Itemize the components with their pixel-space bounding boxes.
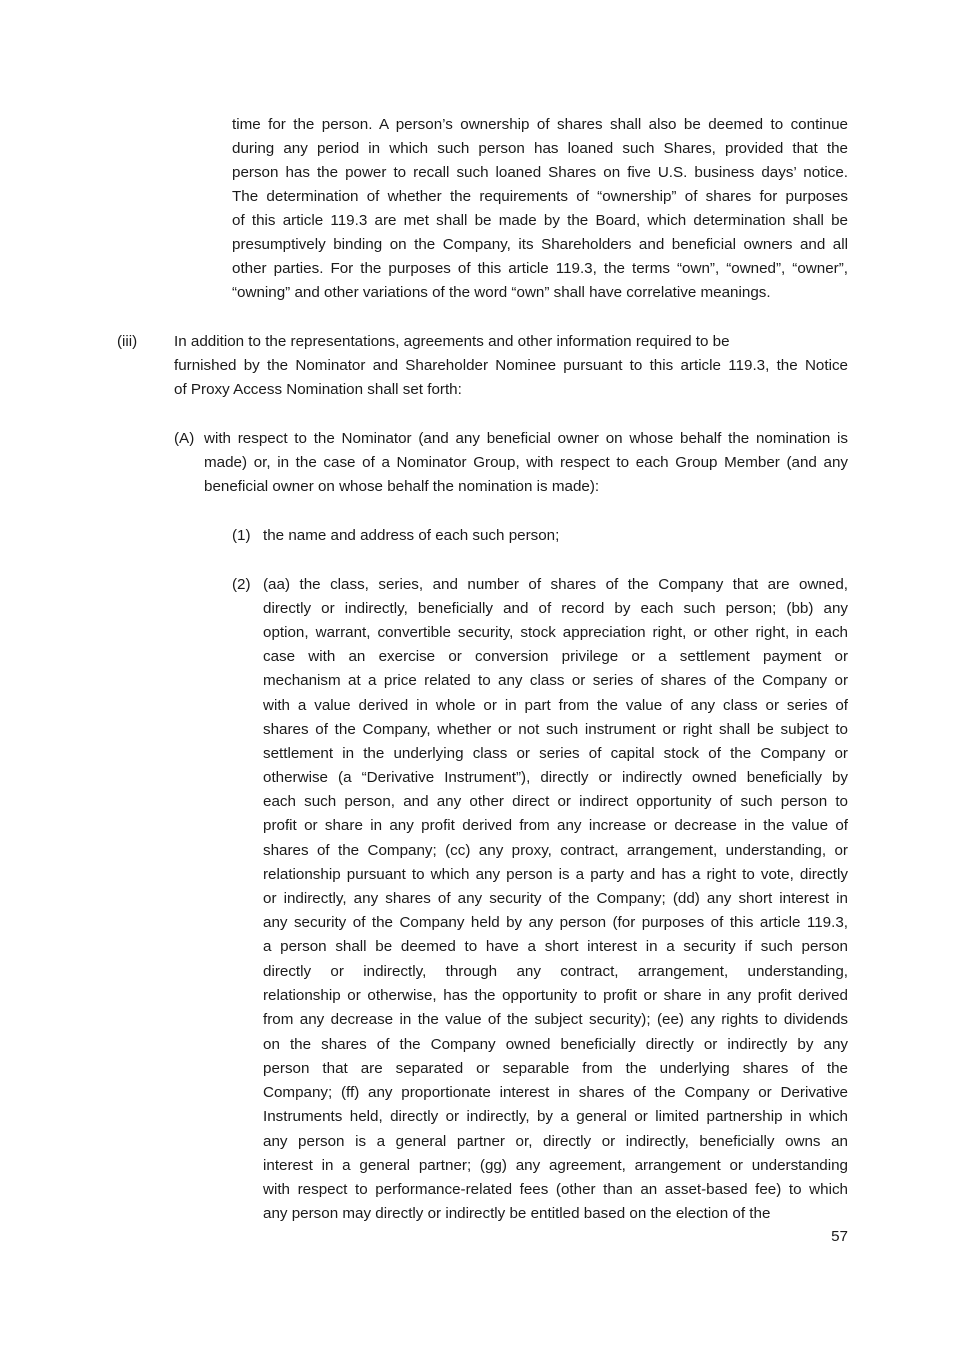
text-line: Instruments held, directly or indirectly, by a general or limited partnership in which [263,1108,848,1125]
text-line: furnished by the Nominator and Shareholder Nominee pursuant to this article 119.3, the Notice [174,357,848,374]
text-line: option, warrant, convertible security, stock appreciation right, or other right, in each [263,624,848,641]
text-line: any person is a general partner or, directly or indirectly, beneficially owns an [263,1133,848,1150]
text-line: profit or share in any profit derived from any increase or decrease in the value of [263,817,848,834]
text-line: on the shares of the Company owned beneficially directly or indirectly by any [263,1036,848,1053]
clause-label: (iii) [117,333,138,350]
text-line: presumptively binding on the Company, its Shareholders and beneficial owners and all [232,236,848,253]
page-number: 57 [831,1228,848,1245]
text-line: from any decrease in the value of the subject security); (ee) any rights to dividends [263,1011,848,1028]
text-line: other parties. For the purposes of this article 119.3, the terms “own”, “owned”, “owner”, [232,260,848,277]
text-line: settlement in the underlying class or series of capital stock of the Company or [263,745,848,762]
text-line: The determination of whether the requirements of “ownership” of shares for purposes [232,188,848,205]
text-line: directly or indirectly, through any contract, arrangement, understanding, [263,963,848,980]
text-line: any person may directly or indirectly be entitled based on the election of the [263,1205,771,1222]
text-line: with a value derived in whole or in part from the value of any class or series of [263,697,848,714]
text-line: case with an exercise or conversion privilege or a settlement payment or [263,648,848,665]
text-line: person that are separated or separable from the underlying shares of the [263,1060,848,1077]
text-line: made) or, in the case of a Nominator Group, with respect to each Group Member (and any [204,454,848,471]
text-line: In addition to the representations, agreements and other information required to be [174,333,730,350]
text-line: of Proxy Access Nomination shall set forth: [174,381,462,398]
text-line: person has the power to recall such loaned Shares on five U.S. business days’ notice. [232,164,848,181]
text-line: mechanism at a price related to any class or series of shares of the Company or [263,672,848,689]
text-line: relationship or otherwise, has the opportunity to profit or share in any profit derived [263,987,848,1004]
text-line: a person shall be deemed to have a short interest in a security if such person [263,938,848,955]
text-line: interest in a general partner; (gg) any agreement, arrangement or understanding [263,1157,848,1174]
text-line: shares of the Company, whether or not such instrument or right shall be subject to [263,721,848,738]
text-line: shares of the Company; (cc) any proxy, contract, arrangement, understanding, or [263,842,848,859]
clause-label: (2) [232,576,251,593]
text-line: the name and address of each such person; [263,527,560,544]
text-line: with respect to the Nominator (and any beneficial owner on whose behalf the nomination is [204,430,848,447]
text-line: beneficial owner on whose behalf the nomination is made): [204,478,600,495]
text-line: directly or indirectly, beneficially and of record by each such person; (bb) any [263,600,848,617]
text-line: otherwise (a “Derivative Instrument”), directly or indirectly owned beneficially by [263,769,848,786]
text-line: relationship pursuant to which any person is a party and has a right to vote, directly [263,866,848,883]
text-line: or indirectly, any shares of any security of the Company; (dd) any short interest in [263,890,848,907]
text-line: “owning” and other variations of the word “own” shall have correlative meanings. [232,284,771,301]
clause-label: (1) [232,527,251,544]
text-line: with respect to performance-related fees (other than an asset-based fee) to which [263,1181,848,1198]
text-line: any security of the Company held by any person (for purposes of this article 119.3, [263,914,848,931]
text-line: Company; (ff) any proportionate interest in shares of the Company or Derivative [263,1084,848,1101]
text-line: (aa) the class, series, and number of shares of the Company that are owned, [263,576,848,593]
text-line: during any period in which such person has loaned such Shares, provided that the [232,140,848,157]
text-line: of this article 119.3 are met shall be made by the Board, which determination shall be [232,212,848,229]
clause-label: (A) [174,430,195,447]
text-line: time for the person. A person’s ownership of shares shall also be deemed to continue [232,116,848,133]
text-line: each such person, and any other direct or indirect opportunity of such person to [263,793,848,810]
